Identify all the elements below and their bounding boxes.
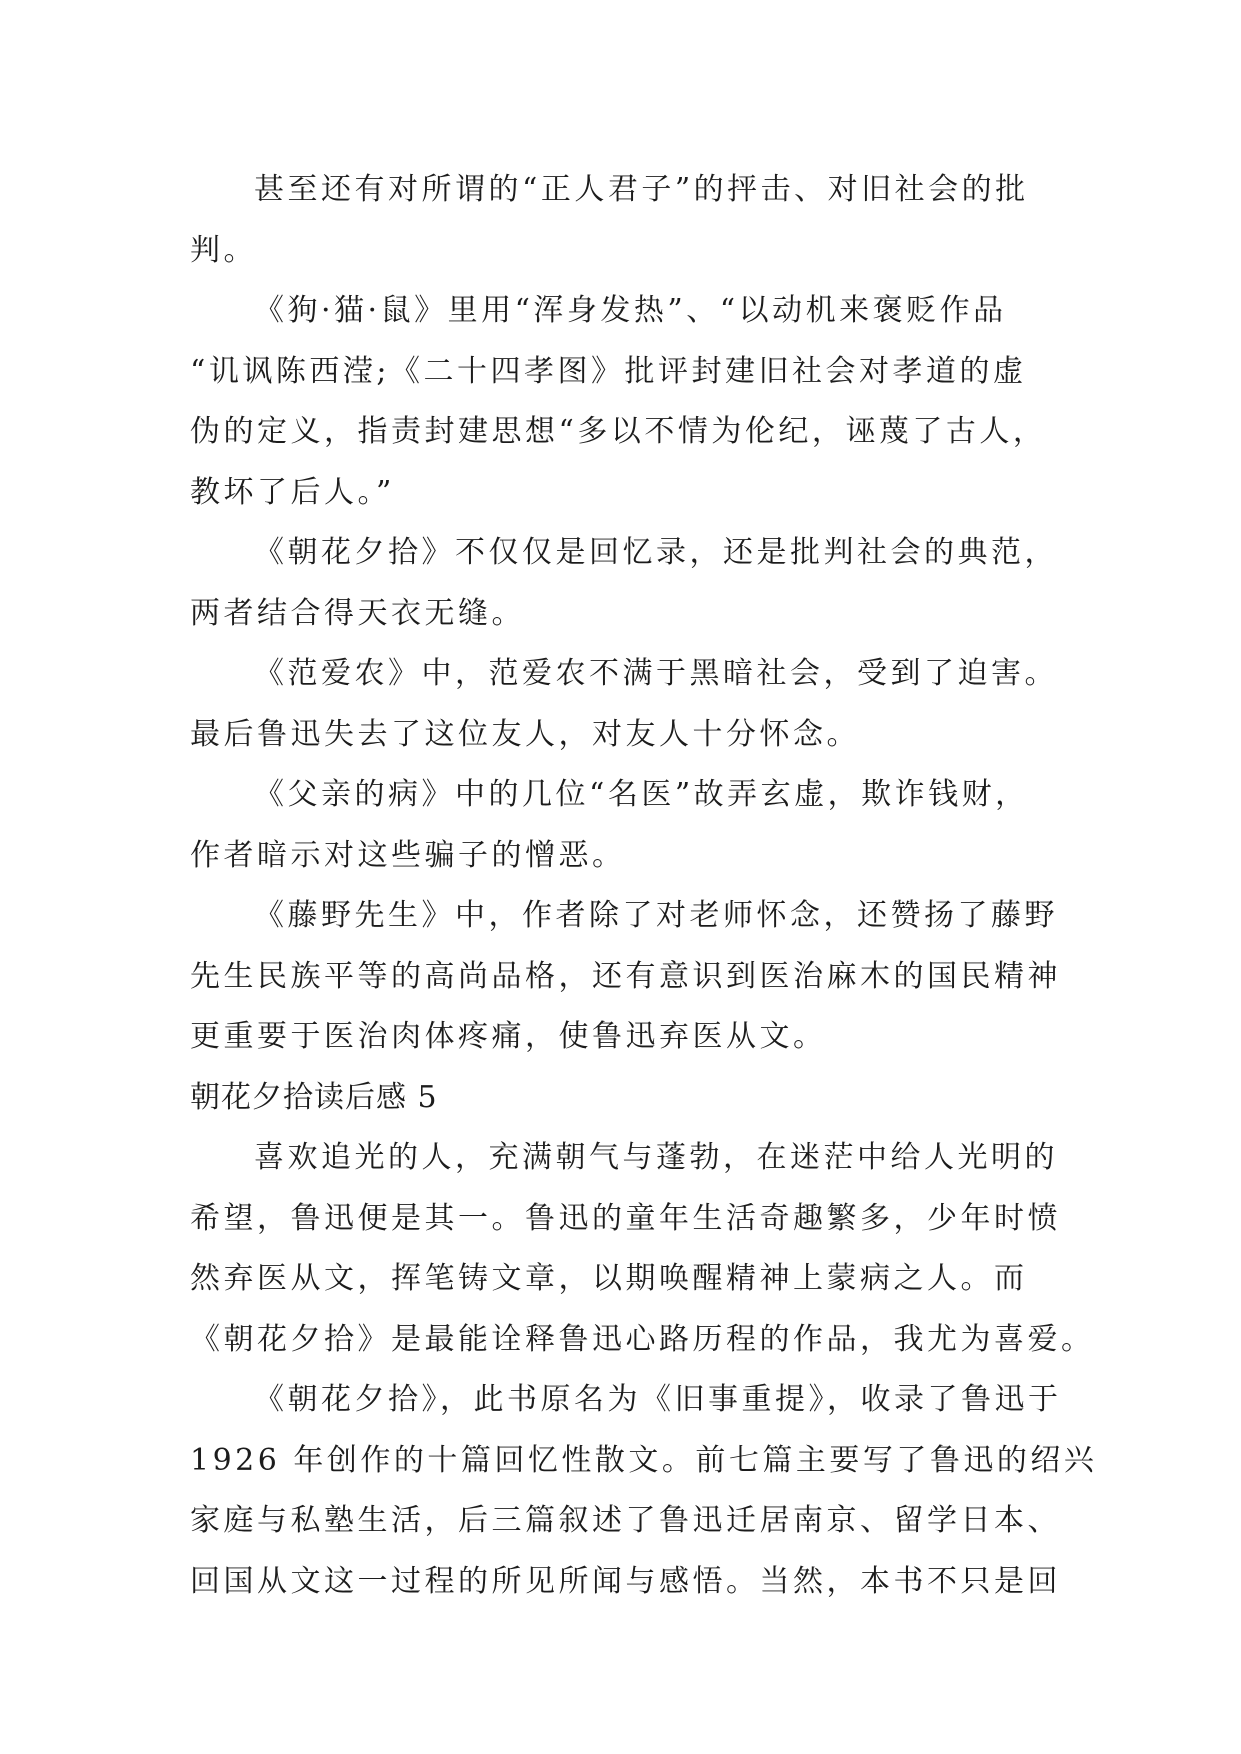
paragraph-line: 判。 <box>190 232 257 268</box>
document-body <box>190 160 1098 1612</box>
paragraph-line: 回国从文这一过程的所见所闻与感悟。当然，本书不只是回 <box>190 1563 1061 1599</box>
paragraph-line: 然弃医从文，挥笔铸文章，以期唤醒精神上蒙病之人。而 <box>190 1261 1028 1296</box>
paragraph-line: “讥讽陈西滢;《二十四孝图》批评封建旧社会对孝道的虚 <box>190 353 1027 389</box>
paragraph-line: 伪的定义，指责封建思想“多以不情为伦纪，诬蔑了古人， <box>190 414 1047 449</box>
paragraph-line: 喜欢追光的人，充满朝气与蓬勃，在迷茫中给人光明的 <box>254 1140 1058 1175</box>
paragraph-line: 《朝花夕拾》，此书原名为《旧事重提》，收录了鲁迅于 <box>254 1382 1062 1417</box>
paragraph-line: 《父亲的病》中的几位“名医”故弄玄虚，欺诈钱财， <box>254 777 1029 812</box>
paragraph-line: 《狗·猫·鼠》里用“浑身发热”、“以动机来褒贬作品 <box>254 293 1007 328</box>
paragraph-line: 《藤野先生》中，作者除了对老师怀念，还赞扬了藤野 <box>254 898 1058 933</box>
paragraph-line: 甚至还有对所谓的“正人君子”的抨击、对旧社会的批 <box>254 172 1029 207</box>
paragraph-line: 《朝花夕拾》是最能诠释鲁迅心路历程的作品，我尤为喜爱。 <box>190 1321 1095 1357</box>
paragraph-line: 更重要于医治肉体疼痛，使鲁迅弃医从文。 <box>190 1019 827 1054</box>
paragraph-line: 教坏了后人。” <box>190 474 395 510</box>
paragraph-line: 希望，鲁迅便是其一。鲁迅的童年生活奇趣繁多，少年时愤 <box>190 1200 1061 1236</box>
paragraph-line: 作者暗示对这些骗子的憎恶。 <box>190 837 626 873</box>
section-heading: 朝花夕拾读后感 5 <box>190 1079 438 1115</box>
paragraph-line: 先生民族平等的高尚品格，还有意识到医治麻木的国民精神 <box>190 958 1061 994</box>
paragraph-line: 家庭与私塾生活，后三篇叙述了鲁迅迁居南京、留学日本、 <box>190 1503 1061 1538</box>
paragraph-line: 《朝花夕拾》不仅仅是回忆录，还是批判社会的典范， <box>254 535 1058 570</box>
paragraph-line: 两者结合得天衣无缝。 <box>190 595 525 631</box>
paragraph-line: 《范爱农》中，范爱农不满于黑暗社会，受到了迫害。 <box>254 656 1058 691</box>
paragraph-line: 1926 年创作的十篇回忆性散文。前七篇主要写了鲁迅的绍兴 <box>190 1442 1098 1478</box>
paragraph-line: 最后鲁迅失去了这位友人，对友人十分怀念。 <box>190 716 860 752</box>
